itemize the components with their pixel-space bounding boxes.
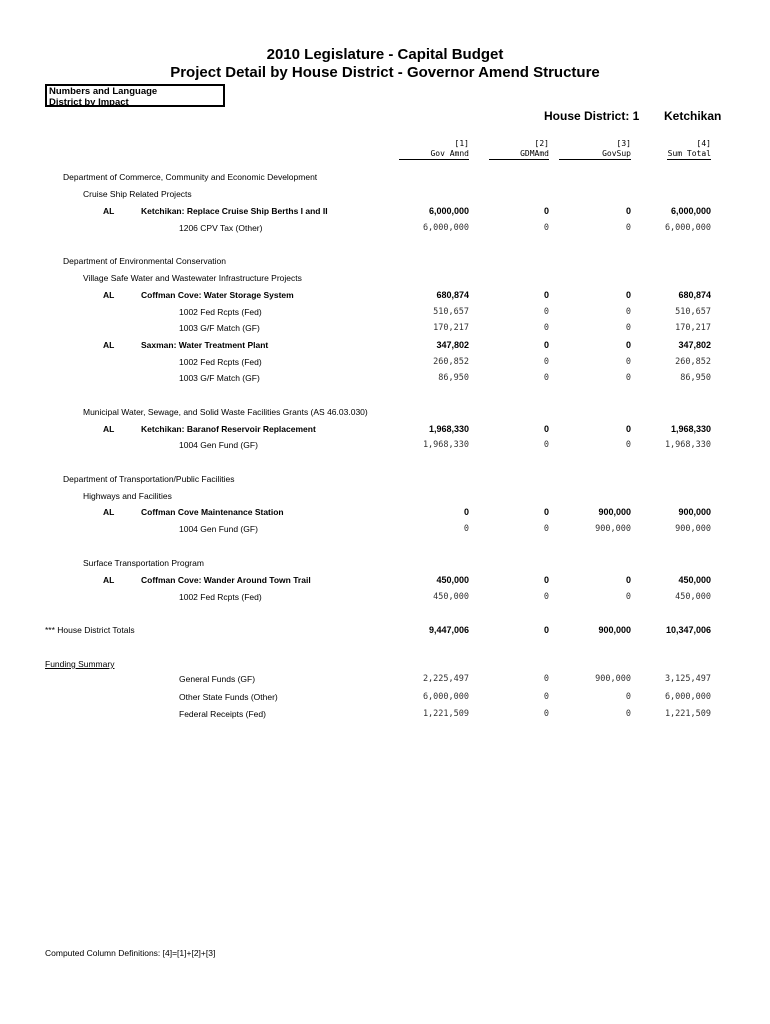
amount-col-3: 0	[625, 373, 631, 383]
department-heading: Department of Transportation/Public Facilities	[63, 474, 235, 484]
appropriation-type: AL	[103, 206, 115, 216]
section-row	[0, 472, 770, 486]
amount-col-2: 0	[543, 340, 549, 350]
fund-source: Federal Receipts (Fed)	[179, 709, 266, 719]
program-heading: Village Safe Water and Wastewater Infrastructure Projects	[83, 273, 302, 283]
fund-row	[0, 707, 770, 721]
program-heading: Surface Transportation Program	[83, 558, 204, 568]
column-number: [1]	[454, 139, 469, 148]
amount-col-2: 0	[543, 357, 549, 367]
amount-col-2: 0	[543, 424, 549, 434]
amount-col-3: 0	[625, 307, 631, 317]
column-label: Gov Amnd	[430, 149, 469, 158]
fund-row	[0, 221, 770, 235]
section-row	[0, 489, 770, 503]
project-name: Saxman: Water Treatment Plant	[141, 340, 269, 350]
amount-col-3: 0	[625, 357, 631, 367]
fund-row	[0, 438, 770, 452]
section-row	[0, 170, 770, 184]
amount-col-4: 6,000,000	[670, 206, 711, 216]
fund-source: 1004 Gen Fund (GF)	[179, 524, 258, 534]
fund-row	[0, 355, 770, 369]
fund-source: 1002 Fed Rcpts (Fed)	[179, 592, 262, 602]
fund-row	[0, 690, 770, 704]
amount-col-2: 0	[543, 323, 549, 333]
amount-col-1: 6,000,000	[428, 206, 469, 216]
fund-row	[0, 522, 770, 536]
appropriation-type: AL	[103, 290, 115, 300]
column-header-4	[611, 139, 711, 160]
amount-col-2: 0	[543, 592, 549, 602]
amount-col-3: 0	[625, 440, 631, 450]
amount-col-1: 260,852	[433, 357, 469, 367]
fund-row	[0, 672, 770, 686]
column-label: Sum Total	[667, 149, 711, 158]
amount-col-1: 450,000	[433, 592, 469, 602]
amount-col-2: 0	[543, 206, 549, 216]
amount-col-3: 0	[625, 206, 631, 216]
project-name: Ketchikan: Baranof Reservoir Replacement	[141, 424, 316, 434]
fund-source: Other State Funds (Other)	[179, 692, 278, 702]
amount-col-4: 450,000	[675, 592, 711, 602]
amount-col-1: 1,221,509	[422, 709, 469, 719]
project-row	[0, 422, 770, 436]
section-row	[0, 556, 770, 570]
fund-source: 1004 Gen Fund (GF)	[179, 440, 258, 450]
amount-col-1: 1,968,330	[428, 424, 469, 434]
amount-col-1: 0	[463, 507, 469, 517]
section-row	[0, 187, 770, 201]
fund-source: 1002 Fed Rcpts (Fed)	[179, 307, 262, 317]
amount-col-4: 3,125,497	[664, 674, 711, 684]
amount-col-2: 0	[543, 625, 549, 635]
report-type-box	[45, 84, 225, 107]
amount-col-3: 900,000	[595, 674, 631, 684]
amount-col-3: 0	[625, 290, 631, 300]
amount-col-4: 450,000	[678, 575, 711, 585]
program-heading: Municipal Water, Sewage, and Solid Waste Facilities Grants (AS 46.03.030)	[83, 407, 368, 417]
amount-col-1: 450,000	[436, 575, 469, 585]
box-line-1: Numbers and Language	[49, 86, 158, 97]
computed-column-footnote: Computed Column Definitions: [4]=[1]+[2]+[3]	[45, 948, 216, 958]
department-heading: Department of Commerce, Community and Economic Development	[63, 172, 318, 182]
amount-col-4: 680,874	[678, 290, 711, 300]
amount-col-4: 1,221,509	[664, 709, 711, 719]
amount-col-2: 0	[543, 524, 549, 534]
fund-row	[0, 305, 770, 319]
section-row	[0, 657, 770, 671]
section-row	[0, 271, 770, 285]
amount-col-1: 9,447,006	[428, 625, 469, 635]
amount-col-3: 0	[625, 223, 631, 233]
project-row	[0, 505, 770, 519]
column-number: [3]	[616, 139, 631, 148]
amount-col-1: 86,950	[438, 373, 469, 383]
amount-col-4: 170,217	[675, 323, 711, 333]
program-heading: Highways and Facilities	[83, 491, 172, 501]
amount-col-3: 0	[625, 424, 631, 434]
fund-row	[0, 321, 770, 335]
amount-col-4: 347,802	[678, 340, 711, 350]
amount-col-3: 0	[625, 575, 631, 585]
amount-col-2: 0	[543, 290, 549, 300]
project-name: Ketchikan: Replace Cruise Ship Berths I and II	[141, 206, 328, 216]
amount-col-2: 0	[543, 709, 549, 719]
amount-col-3: 0	[625, 323, 631, 333]
amount-col-2: 0	[543, 575, 549, 585]
appropriation-type: AL	[103, 340, 115, 350]
amount-col-1: 6,000,000	[422, 223, 469, 233]
project-row	[0, 338, 770, 352]
totals-row	[0, 623, 770, 637]
amount-col-1: 2,225,497	[422, 674, 469, 684]
amount-col-4: 86,950	[680, 373, 711, 383]
amount-col-3: 0	[625, 592, 631, 602]
fund-row	[0, 371, 770, 385]
department-heading: Department of Environmental Conservation	[63, 256, 226, 266]
project-name: Coffman Cove: Water Storage System	[141, 290, 294, 300]
amount-col-4: 900,000	[678, 507, 711, 517]
amount-col-3: 0	[625, 692, 631, 702]
house-district-label: House District: 1	[544, 109, 640, 123]
amount-col-1: 0	[463, 524, 469, 534]
fund-source: 1003 G/F Match (GF)	[179, 323, 260, 333]
column-label: GovSup	[602, 149, 631, 158]
fund-row	[0, 590, 770, 604]
column-number: [2]	[534, 139, 549, 148]
appropriation-type: AL	[103, 507, 115, 517]
program-heading: Cruise Ship Related Projects	[83, 189, 192, 199]
amount-col-2: 0	[543, 373, 549, 383]
column-number: [4]	[696, 139, 711, 148]
fund-source: General Funds (GF)	[179, 674, 256, 684]
project-name: Coffman Cove: Wander Around Town Trail	[141, 575, 311, 585]
fund-source: 1002 Fed Rcpts (Fed)	[179, 357, 262, 367]
amount-col-1: 510,657	[433, 307, 469, 317]
amount-col-2: 0	[543, 440, 549, 450]
amount-col-2: 0	[543, 223, 549, 233]
amount-col-3: 900,000	[598, 507, 631, 517]
project-name: Coffman Cove Maintenance Station	[141, 507, 284, 517]
amount-col-4: 6,000,000	[664, 692, 711, 702]
project-row	[0, 204, 770, 218]
section-row	[0, 254, 770, 268]
amount-col-2: 0	[543, 692, 549, 702]
amount-col-4: 6,000,000	[664, 223, 711, 233]
fund-source: 1003 G/F Match (GF)	[179, 373, 260, 383]
district-name: Ketchikan	[664, 109, 722, 123]
appropriation-type: AL	[103, 424, 115, 434]
appropriation-type: AL	[103, 575, 115, 585]
amount-col-2: 0	[543, 674, 549, 684]
amount-col-4: 1,968,330	[664, 440, 711, 450]
section-row	[0, 405, 770, 419]
amount-col-1: 680,874	[436, 290, 469, 300]
project-row	[0, 288, 770, 302]
amount-col-4: 1,968,330	[670, 424, 711, 434]
amount-col-1: 170,217	[433, 323, 469, 333]
column-label: GDMAmd	[520, 149, 549, 158]
amount-col-1: 347,802	[436, 340, 469, 350]
report-subtitle: Project Detail by House District - Governor Amend Structure	[170, 64, 600, 81]
amount-col-4: 900,000	[675, 524, 711, 534]
amount-col-3: 0	[625, 340, 631, 350]
amount-col-4: 260,852	[675, 357, 711, 367]
amount-col-3: 900,000	[598, 625, 631, 635]
totals-label: *** House District Totals	[45, 625, 135, 635]
amount-col-2: 0	[543, 307, 549, 317]
amount-col-2: 0	[543, 507, 549, 517]
amount-col-3: 900,000	[595, 524, 631, 534]
amount-col-1: 6,000,000	[422, 692, 469, 702]
amount-col-4: 510,657	[675, 307, 711, 317]
project-row	[0, 573, 770, 587]
amount-col-3: 0	[625, 709, 631, 719]
funding-summary-heading: Funding Summary	[45, 659, 115, 669]
report-title: 2010 Legislature - Capital Budget	[266, 46, 504, 63]
amount-col-4: 10,347,006	[665, 625, 711, 635]
box-line-2: District by Impact	[49, 97, 129, 108]
amount-col-1: 1,968,330	[422, 440, 469, 450]
fund-source: 1206 CPV Tax (Other)	[179, 223, 263, 233]
